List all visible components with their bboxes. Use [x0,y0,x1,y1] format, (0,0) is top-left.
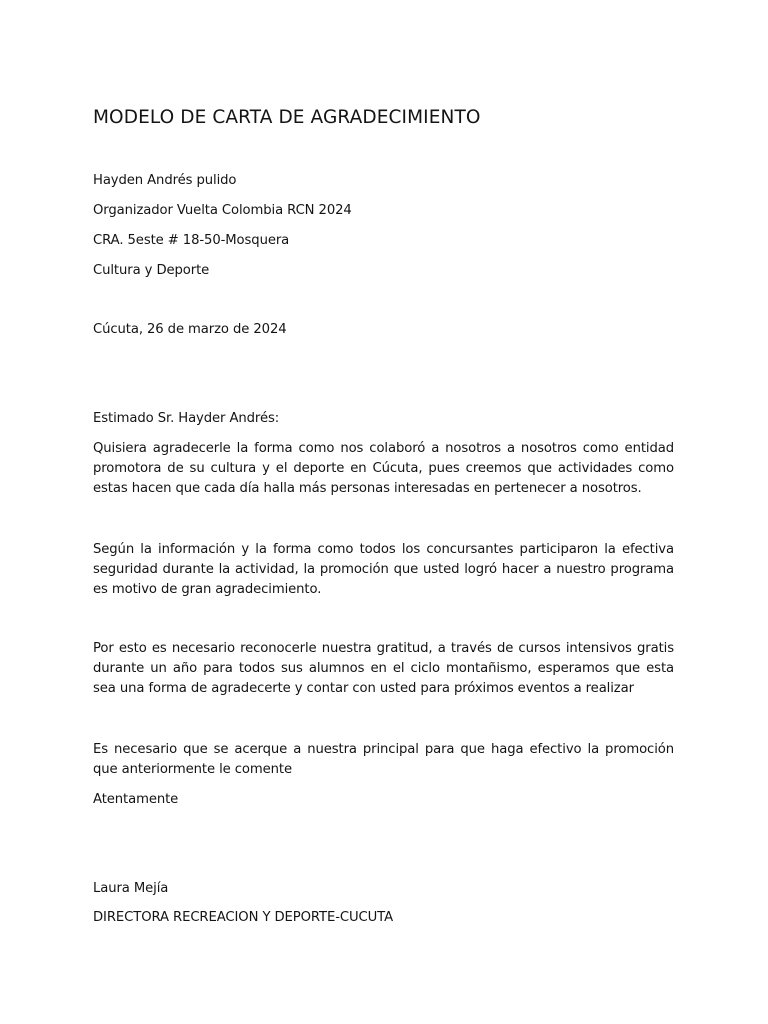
signature-name: Laura Mejía [93,881,169,896]
signature-title: DIRECTORA RECREACION Y DEPORTE-CUCUTA [93,910,394,925]
recipient-name: Hayden Andrés pulido [93,173,237,188]
closing: Atentamente [93,792,179,807]
recipient-department: Cultura y Deporte [93,263,210,278]
date-line: Cúcuta, 26 de marzo de 2024 [93,322,287,337]
recipient-address: CRA. 5este # 18-50-Mosquera [93,233,290,248]
recipient-role: Organizador Vuelta Colombia RCN 2024 [93,203,352,218]
body-paragraph-1: Quisiera agradecerle la forma como nos colaboró a nosotros a nosotros como entidad promotora de su cultura y el deporte en Cúcuta, pues creemos que actividades como estas hacen que cada día halla más personas interesadas en pertenecer a nosotros. [93,441,674,496]
body-paragraph-3: Por esto es necesario reconocerle nuestra gratitud, a través de cursos intensivos gratis durante un año para todos sus alumnos en el ciclo montañismo, esperamos que esta sea una forma de agradecerte y contar con usted para próximos eventos a realizar [93,641,674,696]
salutation: Estimado Sr. Hayder Andrés: [93,411,280,426]
body-paragraph-2: Según la información y la forma como todos los concursantes participaron la efectiva seguridad durante la actividad, la promoción que usted logró hacer a nuestro programa es motivo de gran agradecimiento. [93,542,674,597]
body-paragraph-4: Es necesario que se acerque a nuestra principal para que haga efectivo la promoción que anteriormente le comente [93,742,674,777]
letter-title: MODELO DE CARTA DE AGRADECIMIENTO [93,107,481,128]
